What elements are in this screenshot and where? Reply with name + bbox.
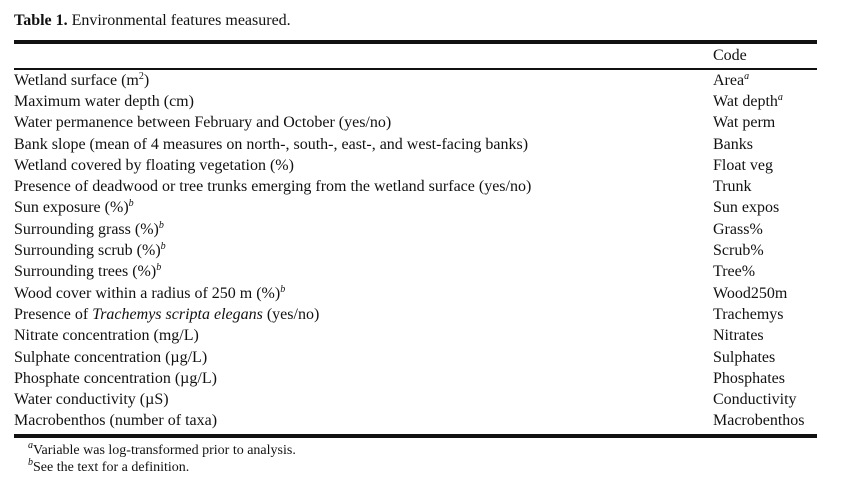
- feature-cell: [14, 410, 713, 431]
- table-row: [14, 368, 817, 389]
- table-row: [14, 155, 817, 176]
- feature-text-end: ): [143, 71, 150, 89]
- table-row: [14, 133, 817, 154]
- feature-cell: [14, 304, 713, 325]
- features-table: [14, 70, 817, 432]
- footnote: [28, 439, 817, 459]
- feature-text: Presence of: [14, 305, 93, 323]
- feature-superscript: b: [160, 241, 166, 253]
- feature-text: Surrounding grass (%): [14, 220, 159, 238]
- feature-cell: [14, 155, 713, 176]
- table-row: [14, 219, 817, 240]
- footnote-text: See the text for a definition.: [33, 459, 190, 475]
- feature-cell: [14, 389, 713, 410]
- code-cell: [713, 410, 817, 431]
- code-cell: [713, 282, 817, 303]
- table-caption: [14, 10, 817, 32]
- code-cell: [713, 368, 817, 389]
- header-code: Code: [713, 47, 747, 64]
- table-container: [14, 10, 817, 476]
- feature-cell: [14, 240, 713, 261]
- footnote-mark: a: [28, 439, 33, 451]
- table-row: [14, 70, 817, 91]
- code-text: Sulphates: [713, 348, 776, 366]
- code-cell: [713, 155, 817, 176]
- feature-superscript: b: [156, 262, 162, 274]
- feature-text: Surrounding scrub (%): [14, 242, 161, 260]
- feature-cell: [14, 325, 713, 346]
- code-superscript: a: [744, 70, 750, 82]
- feature-text: Water conductivity (µS): [14, 391, 169, 409]
- table-row: [14, 197, 817, 218]
- code-text: Tree%: [713, 263, 756, 281]
- feature-cell: [14, 261, 713, 282]
- code-cell: [713, 389, 817, 410]
- code-text: Conductivity: [713, 391, 797, 409]
- code-superscript: a: [777, 91, 783, 103]
- code-cell: [713, 304, 817, 325]
- feature-italic: Trachemys scripta elegans: [92, 305, 263, 323]
- table-row: [14, 325, 817, 346]
- code-text: Float veg: [713, 156, 773, 174]
- feature-text: Surrounding trees (%): [14, 263, 157, 281]
- table-row: [14, 389, 817, 410]
- feature-cell: [14, 91, 713, 112]
- code-cell: [713, 176, 817, 197]
- table-row: [14, 261, 817, 282]
- table-label: Table 1.: [14, 12, 68, 29]
- feature-cell: [14, 219, 713, 240]
- bottom-rule: [14, 434, 817, 438]
- feature-cell: [14, 112, 713, 133]
- table-title: Environmental features measured.: [71, 12, 291, 29]
- feature-text: Maximum water depth (cm): [14, 92, 194, 110]
- feature-superscript: b: [128, 198, 134, 210]
- code-cell: [713, 240, 817, 261]
- code-cell: [713, 133, 817, 154]
- code-text: Trunk: [713, 178, 752, 196]
- feature-text: Sulphate concentration (µg/L): [14, 348, 208, 366]
- table-row: [14, 240, 817, 261]
- code-text: Phosphates: [713, 369, 785, 387]
- feature-cell: [14, 368, 713, 389]
- feature-text: Nitrate concentration (mg/L): [14, 327, 199, 345]
- code-cell: [713, 325, 817, 346]
- code-text: Macrobenthos: [713, 412, 805, 430]
- feature-superscript: b: [280, 283, 286, 295]
- code-text: Wat perm: [713, 114, 776, 132]
- code-cell: [713, 219, 817, 240]
- code-text: Sun expos: [713, 199, 780, 217]
- footnote-text: Variable was log-transformed prior to analysis.: [33, 442, 296, 458]
- feature-cell: [14, 70, 713, 91]
- footnote-mark: b: [28, 456, 33, 468]
- code-cell: [713, 91, 817, 112]
- code-text: Trachemys: [713, 305, 784, 323]
- feature-cell: [14, 133, 713, 154]
- feature-cell: [14, 176, 713, 197]
- code-text: Banks: [713, 135, 753, 153]
- code-cell: [713, 346, 817, 367]
- feature-text: Bank slope (mean of 4 measures on north-, south-, east-, and west-facing banks): [14, 135, 529, 153]
- code-text: Area: [713, 71, 745, 89]
- code-cell: [713, 70, 817, 91]
- feature-text: Macrobenthos (number of taxa): [14, 412, 218, 430]
- feature-text: Phosphate concentration (µg/L): [14, 369, 217, 387]
- code-text: Grass%: [713, 220, 763, 238]
- feature-text: Presence of deadwood or tree trunks emerging from the wetland surface (yes/no): [14, 178, 532, 196]
- code-cell: [713, 197, 817, 218]
- feature-text: Sun exposure (%): [14, 199, 129, 217]
- code-text: Nitrates: [713, 327, 764, 345]
- code-cell: [713, 112, 817, 133]
- table-row: [14, 346, 817, 367]
- feature-text: Wetland covered by floating vegetation (%): [14, 156, 294, 174]
- table-row: [14, 410, 817, 431]
- table-row: [14, 112, 817, 133]
- feature-text: Wetland surface (m: [14, 71, 139, 89]
- code-text: Scrub%: [713, 242, 764, 260]
- feature-cell: [14, 346, 713, 367]
- feature-text: Wood cover within a radius of 250 m (%): [14, 284, 281, 302]
- feature-text-end: (yes/no): [262, 305, 320, 323]
- table-row: [14, 91, 817, 112]
- table-row: [14, 282, 817, 303]
- footnotes: [28, 439, 817, 476]
- table-row: [14, 304, 817, 325]
- code-cell: [713, 261, 817, 282]
- feature-cell: [14, 197, 713, 218]
- feature-superscript: b: [158, 219, 164, 231]
- footnote: [28, 456, 817, 476]
- table-row: [14, 176, 817, 197]
- feature-text: Water permanence between February and October (yes/no): [14, 114, 392, 132]
- feature-superscript: 2: [138, 70, 144, 82]
- code-text: Wat depth: [713, 92, 778, 110]
- code-text: Wood250m: [713, 284, 788, 302]
- feature-cell: [14, 282, 713, 303]
- table-header: [14, 44, 817, 68]
